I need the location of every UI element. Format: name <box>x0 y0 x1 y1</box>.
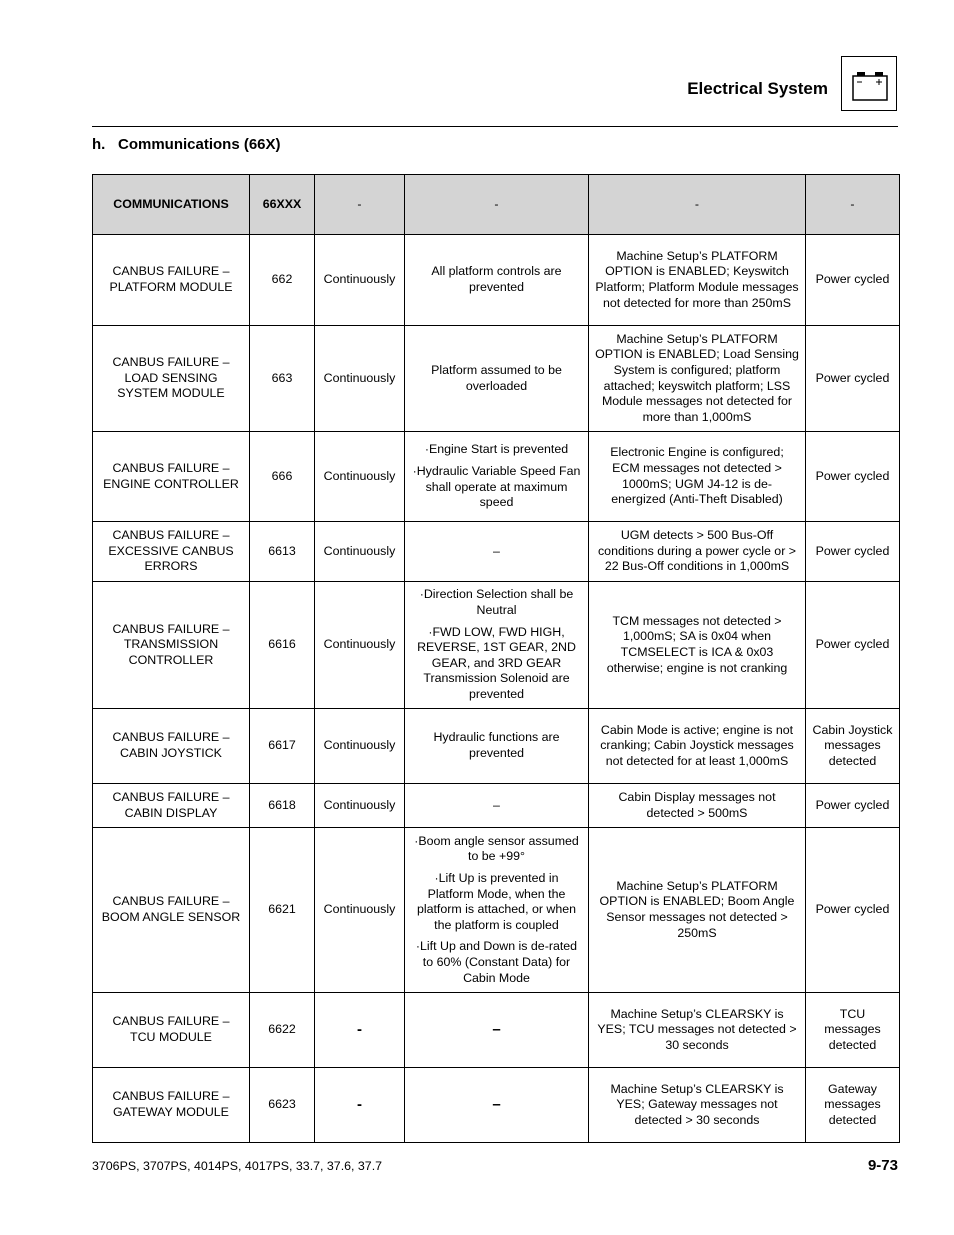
action-text: – <box>492 1096 501 1114</box>
page-header-title: Electrical System <box>687 79 828 98</box>
condition-cell: TCM messages not detected > 1,000mS; SA is 0x04 when TCMSELECT is ICA & 0x03 otherwise; engine is not cranking <box>589 582 806 709</box>
fault-code-cell: 6617 <box>250 709 315 784</box>
action-cell <box>405 784 589 828</box>
action-cell <box>405 432 589 522</box>
table-header-row <box>93 175 900 235</box>
table-row <box>93 326 900 432</box>
column-header-communications: COMMUNICATIONS <box>93 175 250 235</box>
action-text: ·Boom angle sensor assumed to be +99° <box>414 833 579 864</box>
fault-code-cell: 6613 <box>250 522 315 582</box>
clear-cell: Power cycled <box>806 522 900 582</box>
fault-code-cell: 6616 <box>250 582 315 709</box>
fault-code-cell: 6623 <box>250 1068 315 1143</box>
fault-name-cell: CANBUS FAILURE – CABIN JOYSTICK <box>93 709 250 784</box>
battery-icon <box>841 56 897 111</box>
fault-code-table <box>92 174 900 1143</box>
check-cell: Continuously <box>315 326 405 432</box>
clear-cell: Power cycled <box>806 828 900 993</box>
check-cell: Continuously <box>315 784 405 828</box>
clear-cell: Power cycled <box>806 432 900 522</box>
fault-code-cell: 662 <box>250 235 315 326</box>
section-heading <box>92 136 281 153</box>
fault-name-cell: CANBUS FAILURE – TCU MODULE <box>93 993 250 1068</box>
check-cell: Continuously <box>315 828 405 993</box>
action-cell <box>405 582 589 709</box>
table-row <box>93 993 900 1068</box>
fault-name-cell: CANBUS FAILURE – LOAD SENSING SYSTEM MODULE <box>93 326 250 432</box>
action-text: ·Lift Up and Down is de-rated to 60% (Constant Data) for Cabin Mode <box>415 939 578 985</box>
column-header-condition: - <box>589 175 806 235</box>
footer-models: 3706PS, 3707PS, 4014PS, 4017PS, 33.7, 37.6, 37.7 <box>92 1159 383 1173</box>
fault-code-cell: 666 <box>250 432 315 522</box>
action-text: Platform assumed to be overloaded <box>431 362 562 393</box>
condition-cell: Electronic Engine is configured; ECM messages not detected > 1000mS; UGM J4-12 is de-energized (Anti-Theft Disabled) <box>589 432 806 522</box>
action-cell <box>405 828 589 993</box>
clear-cell: Cabin Joystick messages detected <box>806 709 900 784</box>
fault-name-cell: CANBUS FAILURE – CABIN DISPLAY <box>93 784 250 828</box>
clear-cell: Power cycled <box>806 784 900 828</box>
column-header-action: - <box>405 175 589 235</box>
clear-cell: TCU messages detected <box>806 993 900 1068</box>
column-header-check: - <box>315 175 405 235</box>
table-row <box>93 582 900 709</box>
action-text: – <box>493 797 500 812</box>
clear-cell: Power cycled <box>806 235 900 326</box>
action-text: – <box>492 1021 501 1039</box>
section-letter: h. <box>92 136 106 153</box>
table-row <box>93 1068 900 1143</box>
table-row <box>93 709 900 784</box>
clear-cell: Power cycled <box>806 326 900 432</box>
fault-code-cell: 6618 <box>250 784 315 828</box>
action-cell <box>405 235 589 326</box>
table-row <box>93 784 900 828</box>
action-cell <box>405 993 589 1068</box>
action-text: – <box>493 543 500 558</box>
condition-cell: Machine Setup’s PLATFORM OPTION is ENABLED; Load Sensing System is configured; platform attached; keyswitch platform; LSS Module messages not detected for more than 1,000mS <box>589 326 806 432</box>
check-cell: Continuously <box>315 709 405 784</box>
action-text: All platform controls are prevented <box>431 264 562 294</box>
action-cell <box>405 709 589 784</box>
table-body <box>93 235 900 1143</box>
clear-cell: Gateway messages detected <box>806 1068 900 1143</box>
table-row <box>93 432 900 522</box>
action-text: ·Lift Up is prevented in Platform Mode, when the platform is attached, or when the platform is coupled <box>416 871 577 932</box>
action-text: ·Hydraulic Variable Speed Fan shall operate at maximum speed <box>412 463 581 510</box>
section-title: Communications (66X) <box>118 136 281 153</box>
check-cell: - <box>315 993 405 1068</box>
action-cell <box>405 1068 589 1143</box>
check-cell: Continuously <box>315 432 405 522</box>
condition-cell: Cabin Display messages not detected > 500mS <box>589 784 806 828</box>
action-text: ·Engine Start is prevented <box>424 442 569 457</box>
fault-name-cell: CANBUS FAILURE – ENGINE CONTROLLER <box>93 432 250 522</box>
fault-name-cell: CANBUS FAILURE – TRANSMISSION CONTROLLER <box>93 582 250 709</box>
condition-cell: Cabin Mode is active; engine is not cranking; Cabin Joystick messages not detected for at least 1,000mS <box>589 709 806 784</box>
table-row <box>93 235 900 326</box>
check-cell: - <box>315 1068 405 1143</box>
table-row <box>93 828 900 993</box>
condition-cell: UGM detects > 500 Bus-Off conditions during a power cycle or > 22 Bus-Off conditions in 1,000mS <box>589 522 806 582</box>
action-text: ·Direction Selection shall be Neutral <box>419 587 574 618</box>
condition-cell: Machine Setup’s PLATFORM OPTION is ENABLED; Boom Angle Sensor messages not detected > 250mS <box>589 828 806 993</box>
check-cell: Continuously <box>315 582 405 709</box>
check-cell: Continuously <box>315 522 405 582</box>
fault-code-cell: 6621 <box>250 828 315 993</box>
fault-code-cell: 6622 <box>250 993 315 1068</box>
action-text: Hydraulic functions are prevented <box>433 730 560 760</box>
clear-cell: Power cycled <box>806 582 900 709</box>
condition-cell: Machine Setup’s CLEARSKY is YES; TCU messages not detected > 30 seconds <box>589 993 806 1068</box>
table-row <box>93 522 900 582</box>
page-number: 9-73 <box>867 1157 898 1174</box>
fault-code-cell: 663 <box>250 326 315 432</box>
column-header-code: 66XXX <box>250 175 315 235</box>
fault-name-cell: CANBUS FAILURE – PLATFORM MODULE <box>93 235 250 326</box>
action-text: ·FWD LOW, FWD HIGH, REVERSE, 1ST GEAR, 2ND GEAR, and 3RD GEAR Transmission Solenoid are prevented <box>417 624 576 701</box>
header-divider <box>92 126 898 127</box>
check-cell: Continuously <box>315 235 405 326</box>
fault-name-cell: CANBUS FAILURE – BOOM ANGLE SENSOR <box>93 828 250 993</box>
column-header-clear: - <box>806 175 900 235</box>
fault-name-cell: CANBUS FAILURE – GATEWAY MODULE <box>93 1068 250 1143</box>
action-cell <box>405 326 589 432</box>
action-cell <box>405 522 589 582</box>
fault-name-cell: CANBUS FAILURE – EXCESSIVE CANBUS ERRORS <box>93 522 250 582</box>
condition-cell: Machine Setup’s CLEARSKY is YES; Gateway messages not detected > 30 seconds <box>589 1068 806 1143</box>
condition-cell: Machine Setup’s PLATFORM OPTION is ENABLED; Keyswitch Platform; Platform Module messages not detected for more than 250mS <box>589 235 806 326</box>
